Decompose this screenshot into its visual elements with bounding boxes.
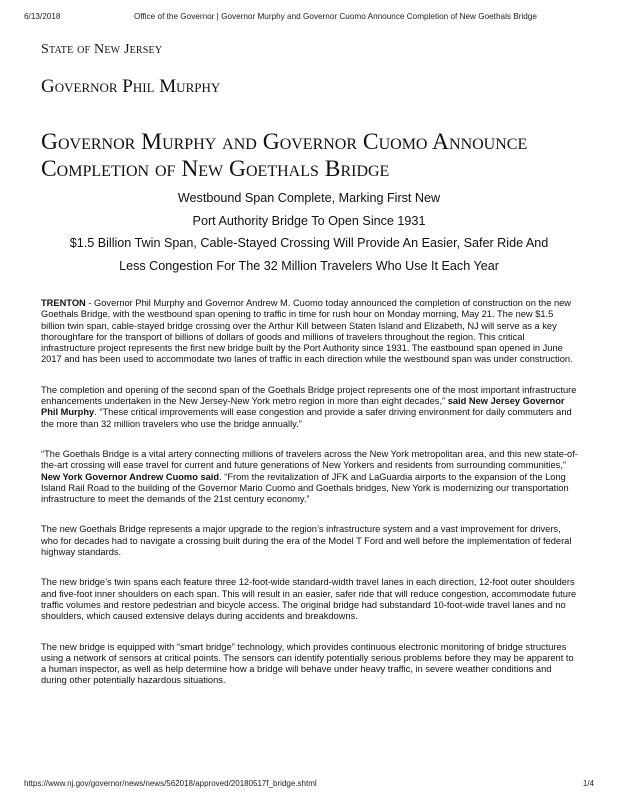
print-url: https://www.nj.gov/governor/news/news/562018/approved/20180517f_bridge.shtml [24,779,317,788]
subhead-line: $1.5 Billion Twin Span, Cable-Stayed Crossing Will Provide An Easier, Safer Ride And [69,236,549,250]
subhead-line: Westbound Span Complete, Marking First New [177,191,441,205]
paragraph: The new Goethals Bridge represents a major upgrade to the region’s infrastructure system and a vast improvement for drivers, who for decades had to navigate a crossing built during the era of the Model T Ford and well before the implementation of federal highway standards. [41,524,572,558]
paragraph [41,449,579,505]
speaker-attribution: said New Jersey Governor Phil Murphy [41,396,565,418]
subhead-line: Less Congestion For The 32 Million Travelers Who Use It Each Year [119,258,499,273]
paragraph: The new bridge’s twin spans each feature three 12-foot-wide standard-width travel lanes in each direction, 12-foot outer shoulders and five-foot inner shoulders on each span. This will result in an easier, safer ride that will reduce congestion, accommodate future traffic volumes and restore pedestrian and bicycle access. The original bridge had substandard 10-foot-wide travel lanes and no shoulders, which caused extensive delays during accidents and breakdowns. [41,577,577,622]
article-body [41,298,579,706]
paragraph [41,298,579,366]
paragraph-text: . “From the revitalization of JFK and LaGuardia airports to the expansion of the Long Island Rail Road to the building of the Governor Mario Cuomo and Goethals bridges, New York is modernizing our transportation infrastructure to meet the demands of the 21st century economy.” [41,471,569,505]
subhead-line: Port Authority Bridge To Open Since 1931 [192,213,426,228]
page-number: 1/4 [582,779,594,788]
paragraph-text: . “These critical improvements will ease congestion and provide a safer driving environment for daily commuters and the more than 32 million travelers who use the bridge annually.” [41,407,572,429]
dateline: TRENTON [41,298,86,308]
article-subheads [24,187,594,277]
paragraph-text: “The Goethals Bridge is a vital artery connecting millions of travelers across the New York metropolitan area, and this new state-of-the-art crossing will ease travel for current and future generations of New Yorkers and residents from surrounding communities,” [41,448,578,471]
paragraph-text: - Governor Phil Murphy and Governor Andrew M. Cuomo today announced the completion of construction on the new Goethals Bridge, with the westbound span opening to traffic in time for rush hour on Monday morning, May 21. The new $1.5 billion twin span, cable-stayed bridge crossing over the Arthur Kill between Staten Island and Elizabeth, NJ will serve as a key thoroughfare for the transport of billions of dollars of goods and millions of travelers throughout the region. This critical infrastructure project represents the first new bridge built by the Port Authority since 1931. The eastbound span opened in June 2017 and has been used to accommodate two lanes of traffic in each direction while the westbound span was under construction. [41,298,573,365]
speaker-attribution: New York Governor Andrew Cuomo said [41,471,220,482]
paragraph: The new bridge is equipped with “smart bridge” technology, which provides continuous electronic monitoring of bridge structures using a network of sensors at critical points. The sensors can identify potentially serious problems before they may be apparent to a human inspector, as well as help determine how a bridge will behave under heavy traffic, in severe weather conditions and during other potentially hazardous situations. [41,641,574,686]
paragraph-text: The completion and opening of the second span of the Goethals Bridge project represents one of the most important infrastructure enhancements undertaken in the New Jersey-New York metro region in more than eight decades,” [41,384,577,407]
article-headline: Governor Murphy and Governor Cuomo Announce Completion of New Goethals Bridge [41,129,528,182]
paragraph [41,385,579,430]
print-page-title: Office of the Governor | Governor Murphy and Governor Cuomo Announce Completion of New Goethals Bridge [134,12,537,21]
governor-name-link[interactable]: Governor Phil Murphy [41,76,221,97]
state-name-link[interactable]: State of New Jersey [41,42,163,57]
print-date: 6/13/2018 [24,12,61,21]
